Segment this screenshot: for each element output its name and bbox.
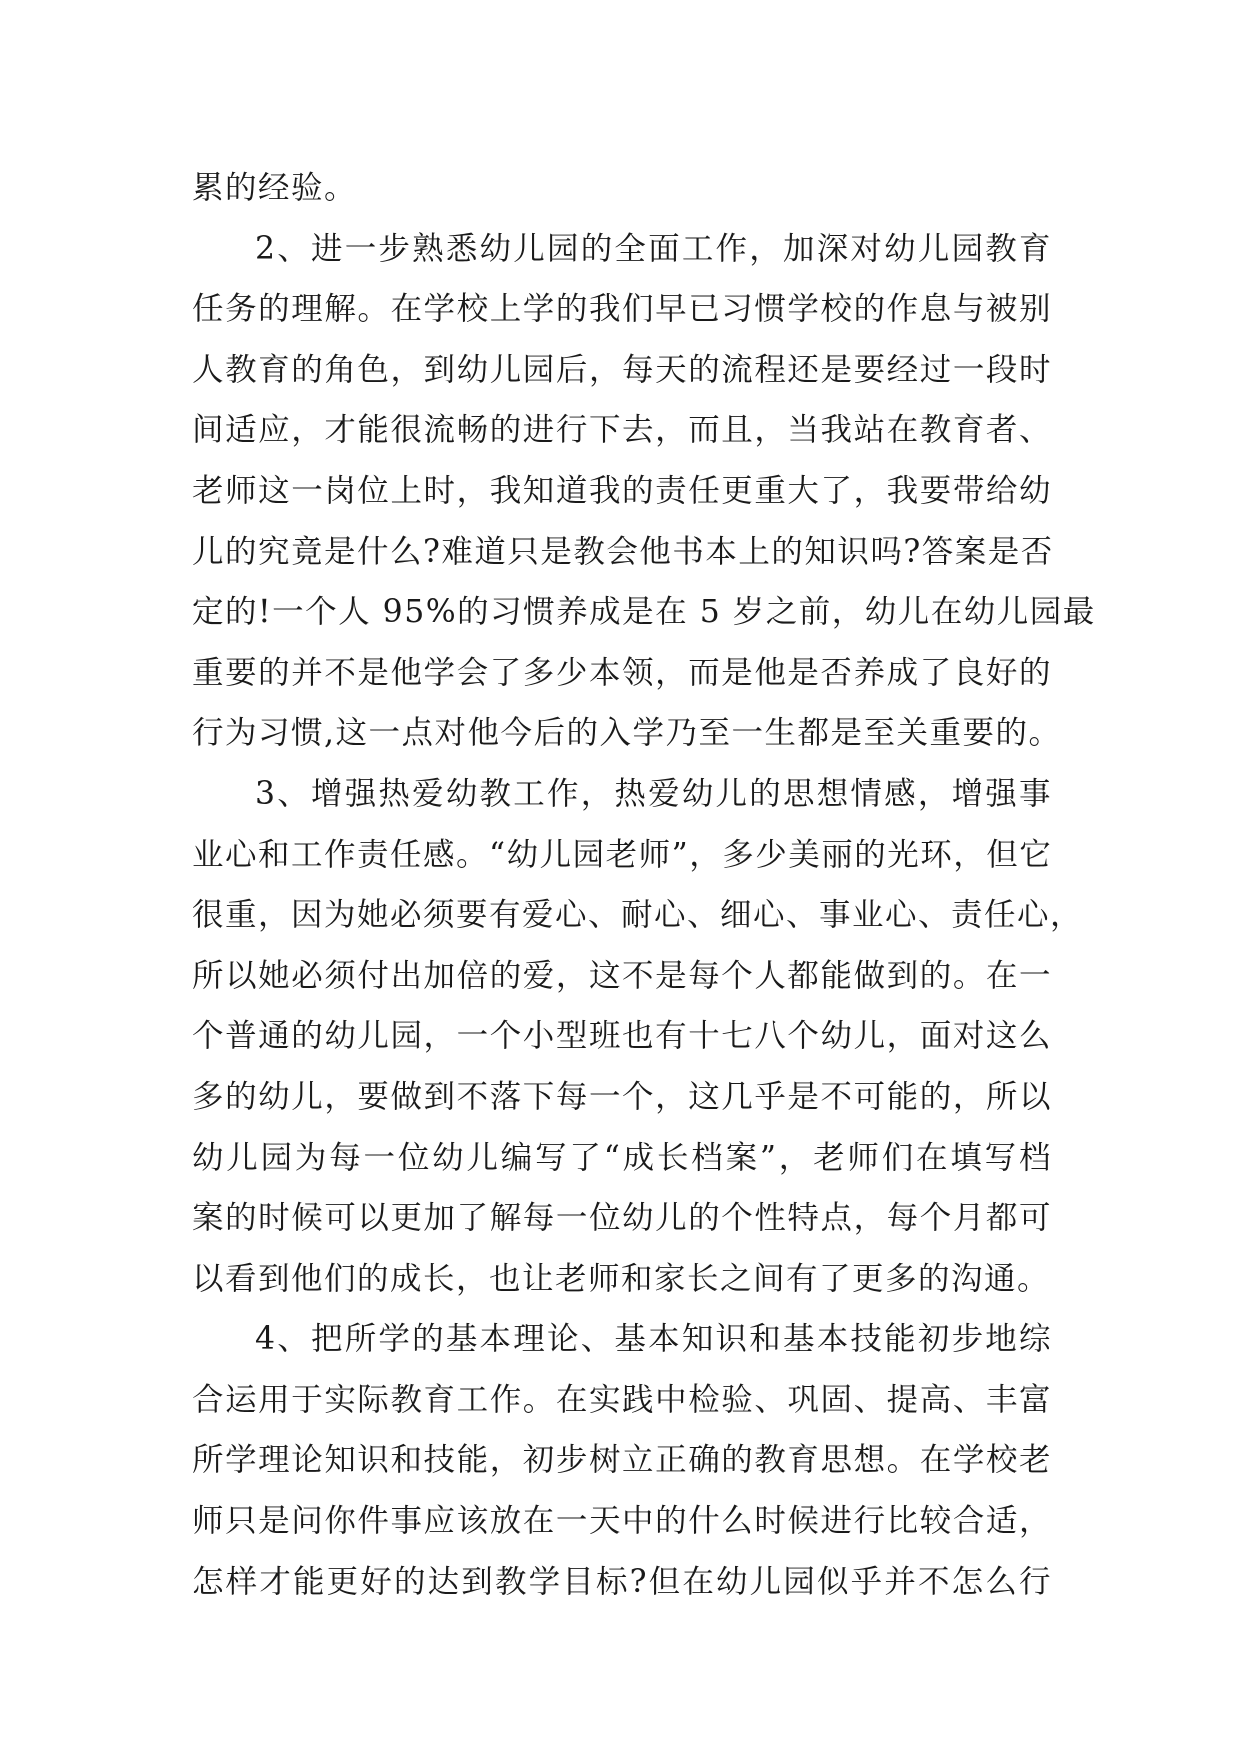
text-line: 任务的理解。在学校上学的我们早已习惯学校的作息与被别 — [192, 291, 1052, 328]
body-text — [192, 158, 1096, 1612]
text-line: 很重，因为她必须要有爱心、耐心、细心、事业心、责任心， — [192, 897, 1084, 934]
text-line: 案的时候可以更加了解每一位幼儿的个性特点，每个月都可 — [192, 1200, 1052, 1237]
paragraph-first-line: 3、增强热爱幼教工作，热爱幼儿的思想情感，增强事 — [255, 775, 1052, 812]
text-line: 老师这一岗位上时，我知道我的责任更重大了，我要带给幼 — [192, 472, 1052, 509]
text-line: 个普通的幼儿园，一个小型班也有十七八个幼儿，面对这么 — [192, 1018, 1052, 1055]
text-line: 幼儿园为每一位幼儿编写了“成长档案”，老师们在填写档 — [192, 1139, 1052, 1176]
text-line: 重要的并不是他学会了多少本领，而是他是否养成了良好的 — [192, 654, 1052, 691]
text-line: 以看到他们的成长，也让老师和家长之间有了更多的沟通。 — [192, 1260, 1051, 1297]
paragraph-first-line: 4、把所学的基本理论、基本知识和基本技能初步地综 — [255, 1321, 1052, 1358]
text-line: 儿的究竟是什么?难道只是教会他书本上的知识吗?答案是否 — [192, 533, 1054, 570]
text-line: 怎样才能更好的达到教学目标?但在幼儿园似乎并不怎么行 — [192, 1563, 1052, 1600]
text-line: 定的!一个人 95%的习惯养成是在 5 岁之前，幼儿在幼儿园最 — [192, 594, 1096, 631]
text-line: 人教育的角色，到幼儿园后，每天的流程还是要经过一段时 — [192, 351, 1052, 388]
text-line: 多的幼儿，要做到不落下每一个，这几乎是不可能的，所以 — [192, 1078, 1052, 1115]
text-line: 所以她必须付出加倍的爱，这不是每个人都能做到的。在一 — [192, 957, 1052, 994]
text-line: 师只是问你件事应该放在一天中的什么时候进行比较合适， — [192, 1503, 1052, 1540]
text-line: 间适应，才能很流畅的进行下去，而且，当我站在教育者、 — [192, 412, 1052, 449]
paragraph-first-line: 2、进一步熟悉幼儿园的全面工作，加深对幼儿园教育 — [255, 230, 1052, 267]
text-line: 业心和工作责任感。“幼儿园老师”，多少美丽的光环，但它 — [192, 836, 1053, 873]
text-line: 累的经验。 — [192, 170, 358, 206]
text-line: 所学理论知识和技能，初步树立正确的教育思想。在学校老 — [192, 1442, 1052, 1479]
text-line: 行为习惯,这一点对他今后的入学乃至一生都是至关重要的。 — [192, 715, 1062, 752]
text-line: 合运用于实际教育工作。在实践中检验、巩固、提高、丰富 — [192, 1381, 1052, 1418]
